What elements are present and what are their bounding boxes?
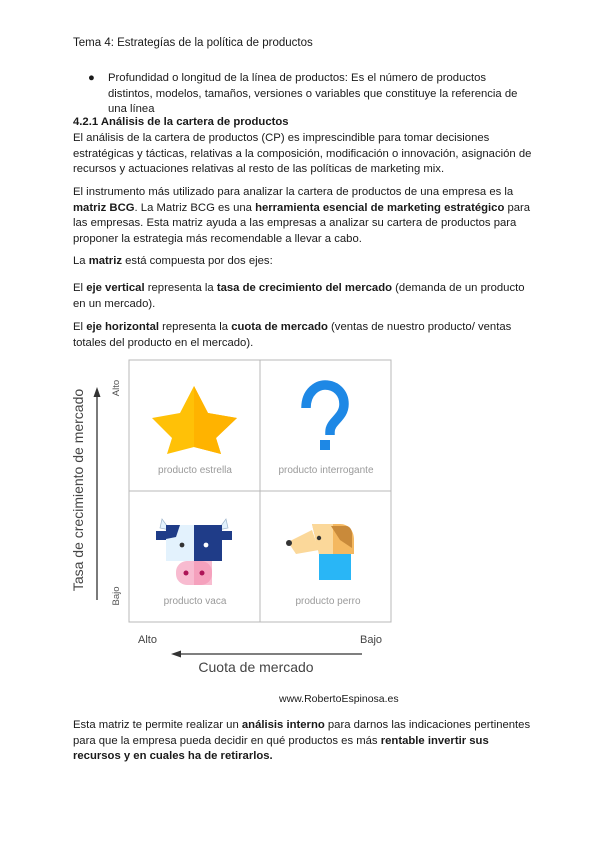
y-high-label: Alto bbox=[111, 379, 122, 397]
question-mark-icon bbox=[306, 385, 344, 450]
section-heading: 4.2.1 Análisis de la cartera de productos bbox=[73, 116, 289, 128]
x-axis-label: Cuota de mercado bbox=[198, 659, 314, 675]
paragraph-horizontal-axis: El eje horizontal representa la cuota de mercado (ventas de nuestro producto/ ventas totales del producto en el mercado). bbox=[73, 321, 512, 349]
quadrant-label-question: producto interrogante bbox=[278, 465, 374, 476]
paragraph-cp-analysis: El análisis de la cartera de productos (CP) es imprescindible para tomar decisiones estratégicas y tácticas, relativas a la composición, modificación o innovación, asignación de recursos y actuaciones relativas al resto de las políticas de marketing mix. bbox=[73, 132, 532, 175]
star-icon bbox=[152, 386, 237, 454]
x-axis bbox=[171, 651, 362, 658]
y-axis-label: Tasa de crecimiento de mercado bbox=[70, 388, 86, 592]
bcg-grid bbox=[129, 360, 391, 622]
x-high-label: Alto bbox=[138, 634, 157, 646]
quadrant-label-dog: producto perro bbox=[295, 596, 361, 607]
y-axis bbox=[94, 387, 101, 600]
dog-icon bbox=[286, 524, 354, 580]
bullet-dot: ● bbox=[88, 72, 95, 84]
y-low-label: Bajo bbox=[111, 586, 122, 606]
paragraph-vertical-axis: El eje vertical representa la tasa de crecimiento del mercado (demanda de un producto en un mercado). bbox=[73, 282, 525, 310]
paragraph-bcg-intro: El instrumento más utilizado para analizar la cartera de productos de una empresa es la matriz BCG. La Matriz BCG es una herramienta esencial de marketing estratégico para las empresas. Esta matriz ayuda a las empresas a analizar su cartera de productos para proponer la estrategia más recomendable a llevar a cabo. bbox=[73, 186, 531, 245]
page-header: Tema 4: Estrategías de la política de productos bbox=[73, 37, 313, 49]
quadrant-label-cow: producto vaca bbox=[163, 596, 227, 607]
source-caption: www.RobertoEspinosa.es bbox=[279, 693, 399, 705]
quadrant-label-star: producto estrella bbox=[158, 465, 232, 476]
bullet-text: Profundidad o longitud de la línea de productos: Es el número de productos distintos, modelos, tamaños, versiones o variables que constituye la referencia de una línea bbox=[108, 72, 518, 115]
paragraph-conclusion: Esta matriz te permite realizar un análisis interno para darnos las indicaciones pertinentes para que la empresa pueda decidir en qué productos es más rentable invertir sus recursos y en cuales ha de retirarlos. bbox=[73, 719, 531, 762]
cow-icon bbox=[156, 519, 232, 585]
paragraph-matrix-axes: La matriz está compuesta por dos ejes: bbox=[73, 255, 273, 267]
x-low-label: Bajo bbox=[360, 634, 383, 646]
